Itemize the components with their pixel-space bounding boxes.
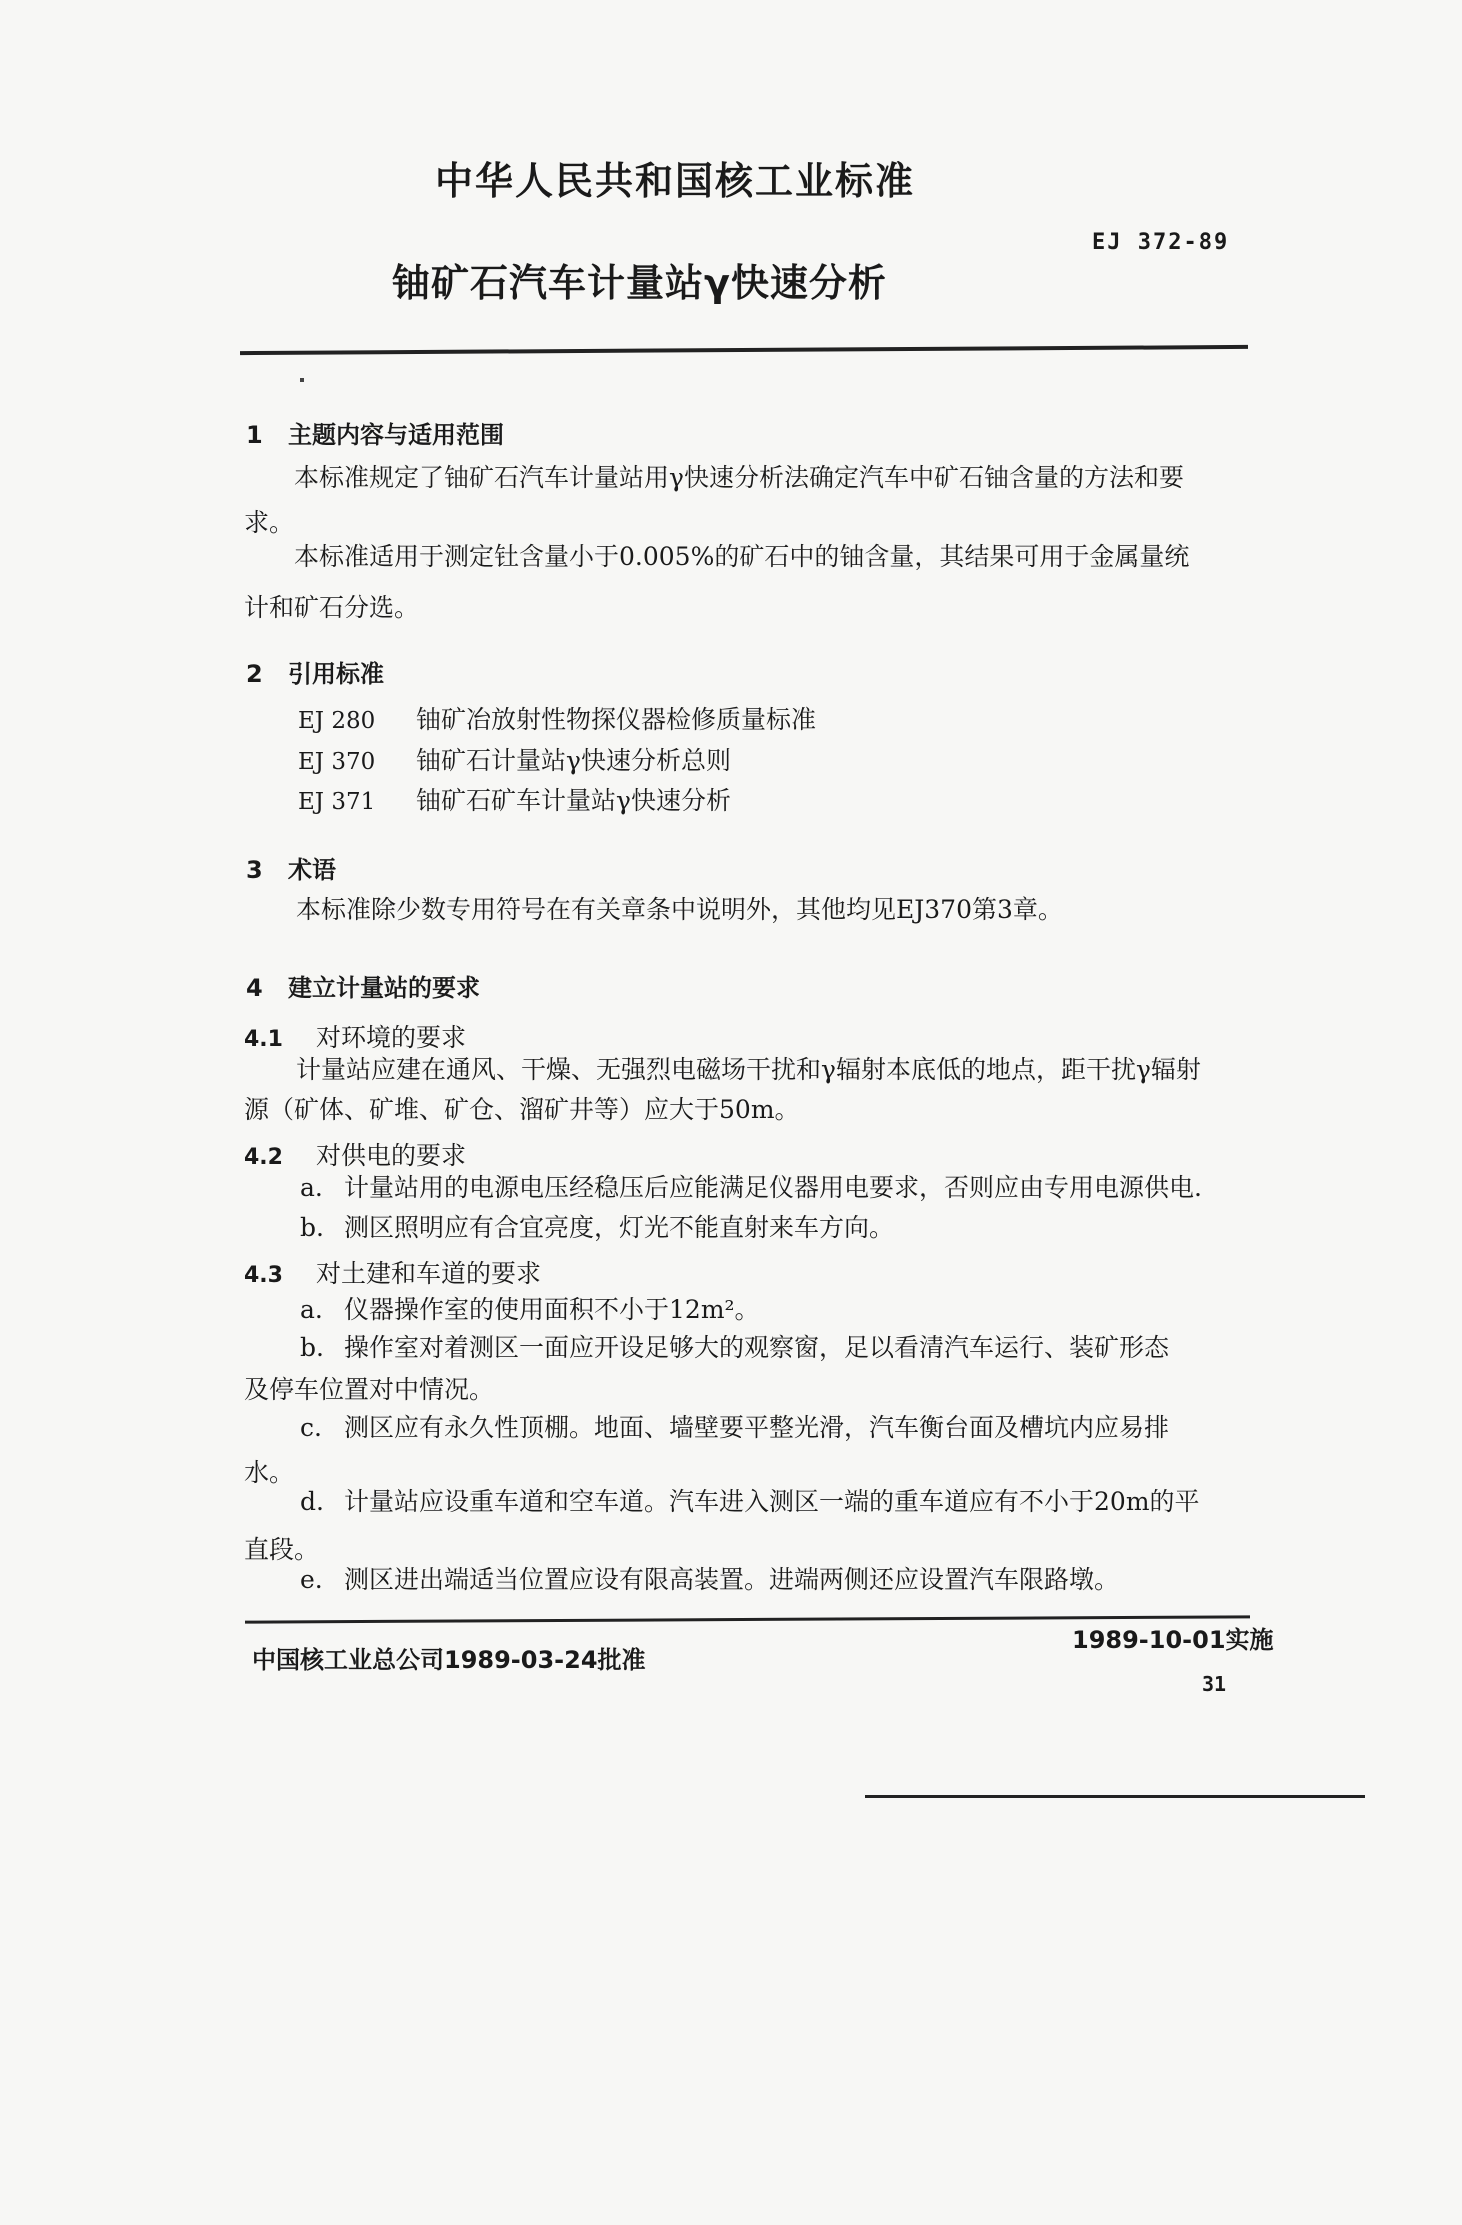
subsection-4-2-number: 4.2 xyxy=(244,1145,283,1170)
list-item-d-continuation: 直段。 xyxy=(244,1535,320,1564)
reference-code: EJ 370 xyxy=(298,749,376,775)
section-3-number: 3 xyxy=(246,856,263,884)
subsection-4-3-heading xyxy=(244,1254,541,1290)
section-1-para-2-line-2: 计和矿石分选。 xyxy=(244,593,420,622)
approval-line: 中国核工业总公司1989-03-24批准 xyxy=(252,1646,646,1674)
section-4-heading xyxy=(246,968,480,1003)
implementation-date: 1989-10-01实施 xyxy=(1072,1626,1274,1654)
section-3-title: 术语 xyxy=(288,856,336,884)
subsection-4-1-line-2: 源（矿体、矿堆、矿仓、溜矿井等）应大于50m。 xyxy=(244,1095,800,1124)
standard-title: 中华人民共和国核工业标准 xyxy=(435,159,916,203)
section-4-number: 4 xyxy=(246,974,263,1002)
list-item-e xyxy=(300,1560,1119,1596)
document-title: 铀矿石汽车计量站γ快速分析 xyxy=(392,261,887,305)
section-1-para-1-line-2: 求。 xyxy=(244,508,295,537)
list-item-label: c. xyxy=(300,1413,322,1442)
scan-edge-rule xyxy=(865,1795,1365,1798)
section-1-number: 1 xyxy=(246,421,263,449)
list-item-text: 仪器操作室的使用面积不小于12m²。 xyxy=(344,1295,760,1324)
list-item-d xyxy=(300,1482,1200,1518)
subsection-4-1-line-1: 计量站应建在通风、干燥、无强烈电磁场干扰和γ辐射本底低的地点，距干扰γ辐射 xyxy=(296,1055,1201,1084)
reference-item xyxy=(298,741,731,777)
section-1-para-2-line-1: 本标准适用于测定钍含量小于0.005%的矿石中的铀含量，其结果可用于金属量统 xyxy=(294,542,1190,571)
list-item-text: 计量站应设重车道和空车道。汽车进入测区一端的重车道应有不小于20m的平 xyxy=(344,1487,1200,1516)
list-item-text: 测区进出端适当位置应设有限高装置。进端两侧还应设置汽车限路墩。 xyxy=(344,1565,1120,1594)
subsection-4-1-number: 4.1 xyxy=(244,1027,283,1052)
list-item-label: b. xyxy=(300,1333,324,1362)
subsection-4-3-title: 对土建和车道的要求 xyxy=(316,1259,542,1288)
subsection-4-2-heading xyxy=(244,1136,466,1172)
list-item-text: 测区照明应有合宜亮度，灯光不能直射来车方向。 xyxy=(344,1213,895,1242)
subsection-4-1-heading xyxy=(244,1018,466,1054)
list-item-a xyxy=(300,1290,760,1326)
reference-item xyxy=(298,700,816,736)
section-2-heading xyxy=(246,654,384,689)
list-item-label: a. xyxy=(300,1295,323,1324)
section-3-heading xyxy=(246,850,336,885)
reference-title: 铀矿冶放射性物探仪器检修质量标准 xyxy=(416,705,817,734)
page-number: 31 xyxy=(1202,1672,1227,1696)
list-item-c xyxy=(300,1408,1169,1444)
list-item-label: b. xyxy=(300,1213,324,1242)
reference-code: EJ 371 xyxy=(298,789,376,815)
header-rule xyxy=(240,345,1248,355)
standard-code: EJ 372-89 xyxy=(1092,230,1230,255)
section-1-title: 主题内容与适用范围 xyxy=(288,421,504,449)
header-rule-tick xyxy=(300,378,304,382)
reference-code: EJ 280 xyxy=(298,708,376,734)
subsection-4-1-title: 对环境的要求 xyxy=(316,1023,467,1052)
reference-item xyxy=(298,781,731,817)
list-item-text: 计量站用的电源电压经稳压后应能满足仪器用电要求，否则应由专用电源供电. xyxy=(344,1173,1202,1202)
list-item xyxy=(300,1208,894,1244)
section-1-heading xyxy=(246,415,504,450)
section-3-paragraph: 本标准除少数专用符号在有关章条中说明外，其他均见EJ370第3章。 xyxy=(296,895,1063,924)
list-item-b xyxy=(300,1328,1169,1364)
reference-title: 铀矿石矿车计量站γ快速分析 xyxy=(416,786,731,815)
list-item-text: 测区应有永久性顶棚。地面、墙壁要平整光滑，汽车衡台面及槽坑内应易排 xyxy=(344,1413,1170,1442)
list-item-label: d. xyxy=(300,1487,324,1516)
reference-title: 铀矿石计量站γ快速分析总则 xyxy=(416,746,731,775)
section-4-title: 建立计量站的要求 xyxy=(288,974,480,1002)
section-2-number: 2 xyxy=(246,660,263,688)
section-1-para-1-line-1: 本标准规定了铀矿石汽车计量站用γ快速分析法确定汽车中矿石铀含量的方法和要 xyxy=(294,463,1184,492)
list-item-c-continuation: 水。 xyxy=(244,1458,295,1487)
section-2-title: 引用标准 xyxy=(288,660,384,688)
list-item-b-continuation: 及停车位置对中情况。 xyxy=(244,1375,495,1404)
list-item-label: e. xyxy=(300,1565,323,1594)
subsection-4-2-title: 对供电的要求 xyxy=(316,1141,467,1170)
list-item-text: 操作室对着测区一面应开设足够大的观察窗，足以看清汽车运行、装矿形态 xyxy=(344,1333,1170,1362)
list-item-label: a. xyxy=(300,1173,323,1202)
subsection-4-3-number: 4.3 xyxy=(244,1263,283,1288)
list-item xyxy=(300,1168,1202,1204)
